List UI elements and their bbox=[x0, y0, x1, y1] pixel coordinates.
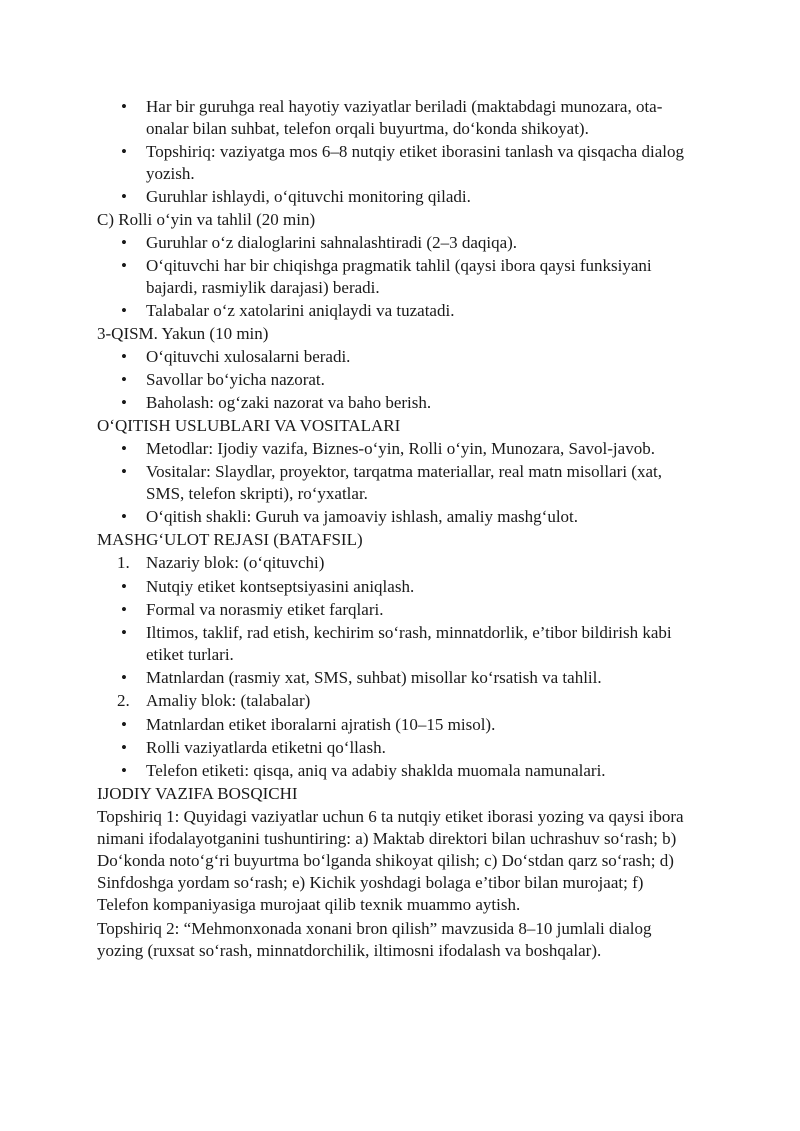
list-item bbox=[97, 392, 697, 414]
list-item-text: Baholash: og‘zaki nazorat va baho berish. bbox=[146, 393, 432, 412]
bullet-icon: • bbox=[121, 187, 127, 206]
theory-block-list bbox=[97, 576, 697, 689]
task-1-paragraph: Topshiriq 1: Quyidagi vaziyatlar uchun 6 ta nutqiy etiket iborasi yozing va qaysi ibora nimani ifodalayotganini tushuntiring: a) Maktab direktori bilan uchrashuv so‘rash; b) Do‘konda noto‘g‘ri buyurtma bo‘lganda shikoyat qilish; c) Do‘stdan qarz so‘rash; d) Sinfdoshga yordam so‘rash; e) Kichik yoshdagi bolaga e’tibor bilan murojaat; f) Telefon kompaniyasiga murojaat qilib texnik muammo aytish. bbox=[97, 807, 684, 914]
list-item-text: Nutqiy etiket kontseptsiyasini aniqlash. bbox=[146, 577, 415, 596]
list-item bbox=[97, 438, 697, 460]
list-item bbox=[97, 255, 697, 299]
bullet-icon: • bbox=[121, 623, 127, 642]
bullet-icon: • bbox=[121, 393, 127, 412]
list-item bbox=[97, 667, 697, 689]
bullet-icon: • bbox=[121, 233, 127, 252]
lesson-plan-heading: MASHG‘ULOT REJASI (BATAFSIL) bbox=[97, 530, 363, 549]
numbered-item-label: Nazariy blok: (o‘qituvchi) bbox=[146, 553, 325, 572]
role-play-list bbox=[97, 232, 697, 322]
list-item-text: Guruhlar o‘z dialoglarini sahnalashtiradi (2–3 daqiqa). bbox=[146, 233, 518, 252]
conclusion-list bbox=[97, 346, 697, 414]
bullet-icon: • bbox=[121, 462, 127, 481]
bullet-icon: • bbox=[121, 715, 127, 734]
list-item bbox=[97, 599, 697, 621]
bullet-icon: • bbox=[121, 347, 127, 366]
role-play-heading: C) Rolli o‘yin va tahlil (20 min) bbox=[97, 210, 316, 229]
list-item-text: O‘qituvchi har bir chiqishga pragmatik tahlil (qaysi ibora qaysi funksiyani bajardi, rasmiylik darajasi) beradi. bbox=[146, 256, 652, 297]
creative-task-heading: IJODIY VAZIFA BOSQICHI bbox=[97, 784, 298, 803]
bullet-icon: • bbox=[121, 600, 127, 619]
list-item-text: Talabalar o‘z xatolarini aniqlaydi va tuzatadi. bbox=[146, 301, 455, 320]
list-item-text: Iltimos, taklif, rad etish, kechirim so‘rash, minnatdorlik, e’tibor bildirish kabi etiket turlari. bbox=[146, 623, 672, 664]
document-page bbox=[97, 96, 697, 964]
bullet-icon: • bbox=[121, 507, 127, 526]
list-item bbox=[97, 714, 697, 736]
item-number: 1. bbox=[117, 553, 130, 572]
list-item-text: Formal va norasmiy etiket farqlari. bbox=[146, 600, 384, 619]
list-item bbox=[97, 300, 697, 322]
numbered-item-label: Amaliy blok: (talabalar) bbox=[146, 691, 311, 710]
list-item-text: Matnlardan etiket iboralarni ajratish (10–15 misol). bbox=[146, 715, 496, 734]
methods-heading: O‘QITISH USLUBLARI VA VOSITALARI bbox=[97, 416, 401, 435]
list-item-text: Har bir guruhga real hayotiy vaziyatlar beriladi (maktabdagi munozara, ota-onalar bilan suhbat, telefon orqali buyurtma, do‘konda shikoyat). bbox=[146, 97, 663, 138]
list-item-text: Guruhlar ishlaydi, o‘qituvchi monitoring qiladi. bbox=[146, 187, 471, 206]
bullet-icon: • bbox=[121, 142, 127, 161]
bullet-icon: • bbox=[121, 370, 127, 389]
methods-list bbox=[97, 438, 697, 528]
list-item bbox=[97, 506, 697, 528]
list-item bbox=[97, 622, 697, 666]
list-item-text: Telefon etiketi: qisqa, aniq va adabiy shaklda muomala namunalari. bbox=[146, 761, 606, 780]
bullet-icon: • bbox=[121, 256, 127, 275]
bullet-icon: • bbox=[121, 439, 127, 458]
list-item-text: Savollar bo‘yicha nazorat. bbox=[146, 370, 325, 389]
group-scenarios-list bbox=[97, 96, 697, 208]
bullet-icon: • bbox=[121, 761, 127, 780]
bullet-icon: • bbox=[121, 577, 127, 596]
list-item-text: O‘qituvchi xulosalarni beradi. bbox=[146, 347, 351, 366]
list-item bbox=[97, 141, 697, 185]
list-item bbox=[97, 369, 697, 391]
list-item bbox=[97, 96, 697, 140]
list-item-text: Metodlar: Ijodiy vazifa, Biznes-o‘yin, Rolli o‘yin, Munozara, Savol-javob. bbox=[146, 439, 655, 458]
bullet-icon: • bbox=[121, 301, 127, 320]
list-item bbox=[97, 461, 697, 505]
numbered-item-theory bbox=[97, 552, 697, 574]
bullet-icon: • bbox=[121, 738, 127, 757]
list-item-text: Rolli vaziyatlarda etiketni qo‘llash. bbox=[146, 738, 386, 757]
list-item-text: Topshiriq: vaziyatga mos 6–8 nutqiy etiket iborasini tanlash va qisqacha dialog yozish. bbox=[146, 142, 684, 183]
numbered-item-practice bbox=[97, 690, 697, 712]
item-number: 2. bbox=[117, 691, 130, 710]
list-item bbox=[97, 760, 697, 782]
list-item bbox=[97, 576, 697, 598]
bullet-icon: • bbox=[121, 97, 127, 116]
list-item bbox=[97, 232, 697, 254]
practice-block-list bbox=[97, 714, 697, 782]
list-item bbox=[97, 346, 697, 368]
list-item bbox=[97, 737, 697, 759]
list-item-text: O‘qitish shakli: Guruh va jamoaviy ishlash, amaliy mashg‘ulot. bbox=[146, 507, 579, 526]
task-2-paragraph: Topshiriq 2: “Mehmonxonada xonani bron qilish” mavzusida 8–10 jumlali dialog yozing (ruxsat so‘rash, minnatdorchilik, iltimosni ifodalash va boshqalar). bbox=[97, 919, 652, 960]
bullet-icon: • bbox=[121, 668, 127, 687]
list-item-text: Matnlardan (rasmiy xat, SMS, suhbat) misollar ko‘rsatish va tahlil. bbox=[146, 668, 602, 687]
conclusion-heading: 3-QISM. Yakun (10 min) bbox=[97, 324, 269, 343]
list-item bbox=[97, 186, 697, 208]
list-item-text: Vositalar: Slaydlar, proyektor, tarqatma materiallar, real matn misollari (xat, SMS, telefon skripti), ro‘yxatlar. bbox=[146, 462, 662, 503]
